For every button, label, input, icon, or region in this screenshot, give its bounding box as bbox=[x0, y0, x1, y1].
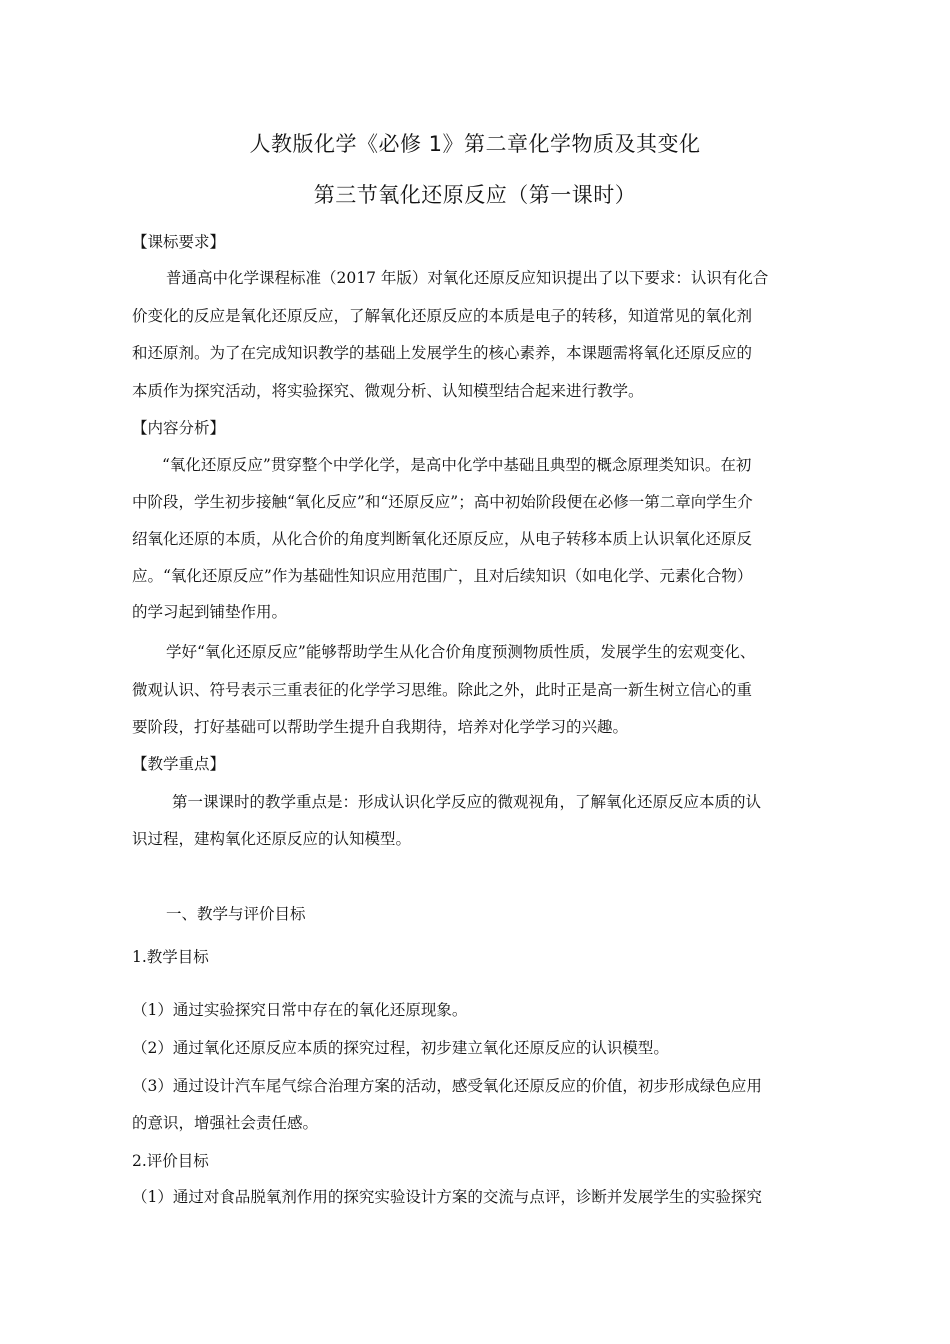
section-heading-curriculum: 【课标要求】 bbox=[132, 233, 226, 251]
section-heading-goals: 一、教学与评价目标 bbox=[166, 905, 306, 923]
list-item-continuation: 的意识，增强社会责任感。 bbox=[132, 1114, 319, 1132]
paragraph-line: 第一课课时的教学重点是：形成认识化学反应的微观视角，了解氧化还原反应本质的认 bbox=[172, 793, 762, 811]
document-title: 人教版化学《必修 1》第二章化学物质及其变化 bbox=[249, 132, 701, 156]
list-item: （3）通过设计汽车尾气综合治理方案的活动，感受氧化还原反应的价值，初步形成绿色应用 bbox=[132, 1077, 762, 1095]
paragraph-line: “氧化还原反应”贯穿整个中学化学，是高中化学中基础且典型的概念原理类知识。在初 bbox=[162, 456, 752, 474]
list-item: （1）通过对食品脱氧剂作用的探究实验设计方案的交流与点评，诊断并发展学生的实验探究 bbox=[132, 1188, 762, 1206]
paragraph-line: 普通高中化学课程标准（2017 年版）对氧化还原反应知识提出了以下要求：认识有化合 bbox=[166, 269, 769, 287]
subheading-evaluation-goals: 2.评价目标 bbox=[132, 1152, 209, 1170]
subheading-teaching-goals: 1.教学目标 bbox=[132, 948, 209, 966]
paragraph-line: 应。“氧化还原反应”作为基础性知识应用范围广，且对后续知识（如电化学、元素化合物） bbox=[132, 567, 753, 585]
paragraph-line: 绍氧化还原的本质，从化合价的角度判断氧化还原反应，从电子转移本质上认识氧化还原反 bbox=[132, 530, 753, 548]
paragraph-line: 的学习起到铺垫作用。 bbox=[132, 603, 288, 621]
paragraph-line: 微观认识、符号表示三重表征的化学学习思维。除此之外，此时正是高一新生树立信心的重 bbox=[132, 681, 753, 699]
section-heading-content-analysis: 【内容分析】 bbox=[132, 419, 226, 437]
paragraph-line: 价变化的反应是氧化还原反应，了解氧化还原反应的本质是电子的转移，知道常见的氧化剂 bbox=[132, 307, 753, 325]
section-heading-teaching-focus: 【教学重点】 bbox=[132, 755, 226, 773]
paragraph-line: 和还原剂。为了在完成知识教学的基础上发展学生的核心素养，本课题需将氧化还原反应的 bbox=[132, 344, 753, 362]
paragraph-line: 中阶段，学生初步接触“氧化反应”和“还原反应”；高中初始阶段便在必修一第二章向学生介 bbox=[132, 493, 753, 511]
document-subtitle: 第三节氧化还原反应（第一课时） bbox=[313, 183, 637, 207]
paragraph-line: 本质作为探究活动，将实验探究、微观分析、认知模型结合起来进行教学。 bbox=[132, 382, 644, 400]
list-item: （1）通过实验探究日常中存在的氧化还原现象。 bbox=[132, 1001, 468, 1019]
paragraph-line: 识过程，建构氧化还原反应的认知模型。 bbox=[132, 830, 412, 848]
paragraph-line: 要阶段，打好基础可以帮助学生提升自我期待，培养对化学学习的兴趣。 bbox=[132, 718, 629, 736]
list-item: （2）通过氧化还原反应本质的探究过程，初步建立氧化还原反应的认识模型。 bbox=[132, 1039, 669, 1057]
paragraph-line: 学好“氧化还原反应”能够帮助学生从化合价角度预测物质性质，发展学生的宏观变化、 bbox=[166, 643, 756, 661]
